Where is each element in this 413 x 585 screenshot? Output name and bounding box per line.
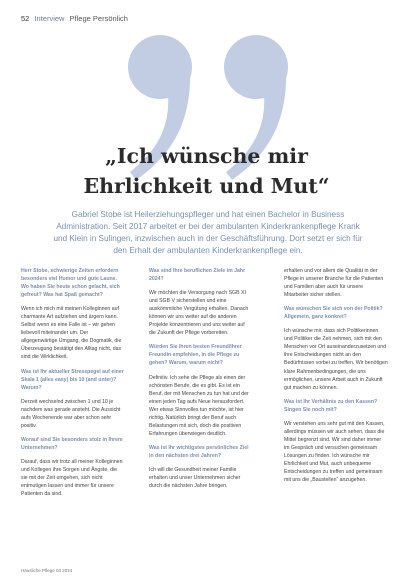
answer-paragraph: Ich wünsche mir, dass sich Politikerinnen und Politiker die Zeit nehmen, sich mit den Menschen vor Ort auseinanderzusetzen und ihre Entscheidungen nicht an den Bedürfnissen vorbei zu treffen. Wir benötigen klare Rahmenbedingungen, die uns ermöglichen, unsere Arbeit auch in Zukunft gut machen zu können. bbox=[284, 328, 388, 391]
answer-paragraph: Wenn ich mich mit meinen Kolleginnen auf charmante Art aufziehen und ärgern kann. Selbst wenn es eine Falle ist – wir gehen liebevoll miteinander um. Der allgegenwärtige Umgang, die Dogmatik, die Überzeugung bestätigt den Alltag nicht, das sind die Wirklichkeit. bbox=[21, 306, 122, 361]
page-footer: Häusliche Pflege 03 2024 bbox=[21, 568, 73, 573]
headline-line-1: „Ich wünsche mir bbox=[105, 144, 308, 168]
page-header bbox=[21, 14, 128, 23]
question-paragraph: Was sind Ihre beruflichen Ziele im Jahr 2024? bbox=[149, 268, 246, 283]
lead-line-4: den Erhalt der ambulanten Kinderkrankenpflege ein. bbox=[113, 246, 303, 255]
header-subsection: Pflege Persönlich bbox=[69, 14, 128, 23]
question-paragraph: Worauf sind Sie besonders stolz in Ihrem Unternehmen? bbox=[21, 436, 123, 451]
text-column-2 bbox=[149, 267, 253, 496]
question-paragraph: Was ist Ihr Verhältnis zu den Kassen? Singen Sie noch mit? bbox=[284, 398, 378, 413]
question-paragraph: Was ist Ihr wichtigstes persönliches Ziel in den nächsten drei Jahren? bbox=[149, 444, 249, 459]
answer-paragraph: erhalten und vor allem die Qualität in der Pflege in unserer Branche für die Patienten und Familien aber auch für unsere Mitarbeiter sicher stellen. bbox=[284, 268, 384, 299]
text-column-1 bbox=[21, 267, 125, 504]
answer-paragraph: Wir möchten die Versorgung nach SGB XI und SGB V sicherstellen und eine auskömmliche Vergütung erhalten. Danach können wir uns weiter auf die anderen Projekte konzentrieren und uns weiter auf die Zukunft der Pflege vorbereiten. bbox=[149, 290, 249, 337]
question-paragraph: Herr Stobe, schwierige Zeiten erfordern besonders viel Humor und gute Laune. Wo haben Sie heute schon gelacht, sich gefreut? Was hat Spaß gemacht? bbox=[21, 268, 120, 299]
lead-paragraph bbox=[26, 209, 390, 257]
question-paragraph: Würden Sie Ihren besten Freund/Ihrer Freundin empfehlen, in die Pflege zu gehen? Warum, warum nicht? bbox=[149, 344, 242, 367]
headline bbox=[0, 141, 413, 201]
lead-line-2: Administration. Seit 2017 arbeitet er bei der ambulanten Kinderkrankenpflege Krank bbox=[56, 222, 360, 231]
answer-paragraph: Wir verstehen uns sehr gut mit den Kassen, allerdings müssen wir auch sehen, dass die Mittel begrenzt sind. Wir sind daher immer im Gespräch und versuchen gemeinsam Lösungen zu finden. Ich wünsche mir Ehrlichkeit und Mut, auch unbequeme Entscheidungen zu treffen und gemeinsam mit uns die „Baustellen“ anzugehen. bbox=[284, 420, 385, 484]
answer-paragraph: Ich will die Gesundheit meiner Familie erhalten und unser Unternehmen sicher durch die nächsten Jahre bringen. bbox=[149, 466, 241, 490]
answer-paragraph: Darauf, dass wir trotz all meiner Kolleginnen und Kollegen ihre Sorgen und Ängste, die sie mit der Zeit umgehen, sich nicht entmutigen lassen und immer für unsere Patienten da sind. bbox=[21, 458, 123, 498]
headline-line-2: Ehrlichkeit und Mut“ bbox=[83, 174, 330, 198]
answer-paragraph: Definitiv. Ich sehe die Pflege als einen der schönsten Berufe, die es gibt. Es ist ein Beruf, der mit Menschen zu tun hat und der einen jeden Tag aufs Neue herausfordert. Wer etwas Sinnvolles tun möchte, ist hier richtig. Natürlich bringt der Beruf auch Belastungen mit sich, doch die positiven Erfahrungen überwiegen deutlich. bbox=[149, 374, 249, 437]
question-paragraph: Was ist Ihr aktueller Stresspegel auf einer Skala 1 (alles easy) bis 10 (and unter)? Warum? bbox=[21, 368, 124, 391]
header-section: Interview bbox=[34, 14, 65, 23]
lead-line-1: Gabriel Stobe ist Heilerziehungspfleger und hat einen Bachelor in Business bbox=[71, 210, 345, 219]
question-paragraph: Was wünschen Sie sich von der Politik? Allgemein, ganz konkret? bbox=[284, 306, 383, 321]
page-number: 52 bbox=[21, 14, 30, 23]
answer-paragraph: Derzeit wechselnd zwischen 1 und 10 je nachdem was gerade ansteht. Die Aussicht aufs Wochenende war aber schon sehr positiv. bbox=[21, 398, 121, 429]
text-column-3 bbox=[284, 267, 388, 490]
lead-line-3: und Klein in Sulingen, inzwischen auch in der Geschäftsführung. Dort setzt er sich für bbox=[53, 234, 363, 243]
